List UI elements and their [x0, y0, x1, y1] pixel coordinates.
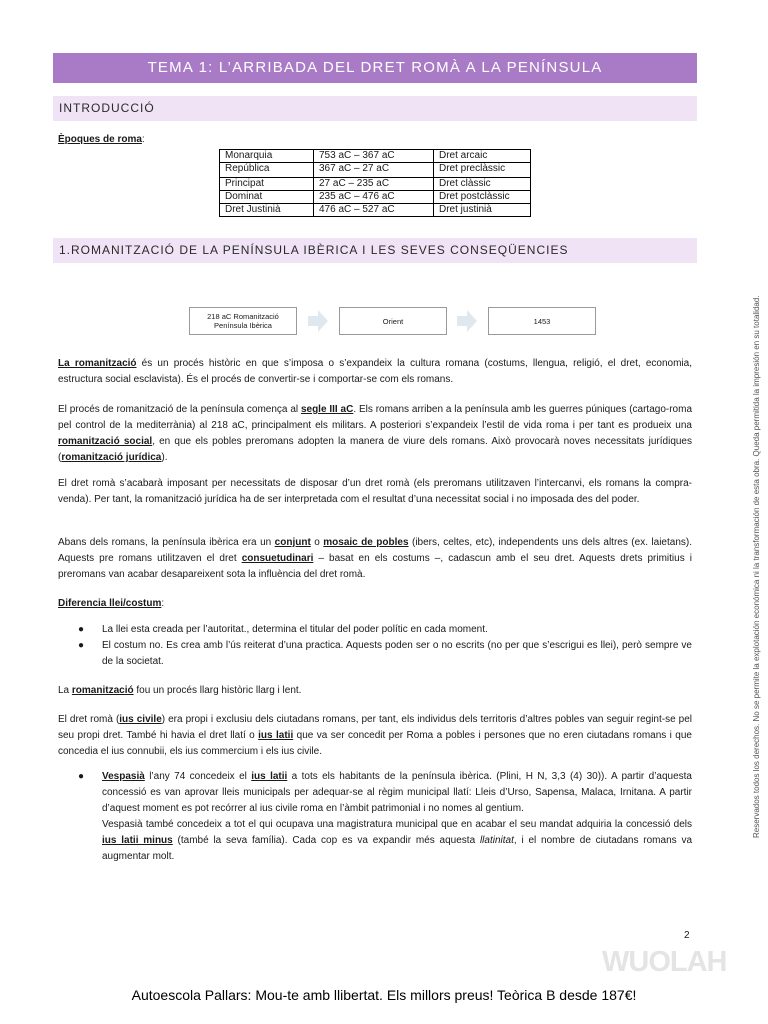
table-cell: Dret clàssic — [434, 178, 531, 191]
text: La — [58, 685, 72, 696]
flow-box-label: Orient — [382, 316, 404, 326]
text: (també la seva família). Cada cop es va expandir més aquesta — [172, 835, 480, 846]
bold-term: Diferencia llei/costum — [58, 598, 162, 609]
section-heading-romanitzacio: 1.ROMANITZACIÓ DE LA PENÍNSULA IBÈRICA I LES SEVES CONSEQÜENCIES — [53, 238, 697, 263]
bullet-icon: ● — [78, 771, 85, 782]
flow-box-label: 1453 — [533, 316, 551, 326]
flow-box-1453 — [488, 307, 596, 335]
flow-arrow-icon — [308, 310, 328, 332]
text: Vespasià també concedeix a tot el qui ocupava una magistratura municipal que en acabar el seu mandat adquiria la concessió dels — [102, 819, 692, 830]
table-cell: Dret arcaic — [434, 150, 531, 163]
text: és un procés històric en que s’imposa o s’expandeix la cultura romana (costums, llengua, religió, el dret, economia, estructura social esclavista). És el procés de convertir-se i comportar-se com els romans. — [58, 358, 692, 385]
text: El costum no. Es crea amb l’ús reiterat d’una practica. Aquests poden ser o no escrits (no per que s’escrigui es llei), però sempre ve de la societat. — [102, 640, 692, 667]
footer-advertisement[interactable]: Autoescola Pallars: Mou-te amb llibertat. Els millors preus! Teòrica B desde 187€! — [131, 987, 637, 1003]
text: l’any 74 concedeix el — [144, 771, 252, 782]
paragraph-abans — [58, 535, 692, 583]
table-row — [220, 204, 531, 217]
table-cell: Dret postclàssic — [434, 191, 531, 204]
paragraph-proces — [58, 402, 692, 466]
paragraph-ius-civile — [58, 712, 692, 760]
table-cell: Dret Justinià — [220, 204, 314, 217]
table-cell: Monarquia — [220, 150, 314, 163]
table-row — [220, 178, 531, 191]
text: o — [310, 537, 324, 548]
bold-term: ius latii minus — [102, 835, 173, 846]
list-item — [58, 622, 692, 638]
flow-box-romanitzacio — [189, 307, 297, 335]
table-cell: 235 aC – 476 aC — [314, 191, 434, 204]
table-cell: 476 aC – 527 aC — [314, 204, 434, 217]
flow-box-label: 218 aC Romanització Península Ibèrica — [207, 312, 279, 330]
bold-term: ius latii — [258, 730, 294, 741]
text: , en que els pobles preromans adopten la manera de viure dels romans. Això provocarà noves necessitats jurídiques ( — [58, 436, 692, 463]
bullet-list-llei-costum — [58, 622, 692, 670]
text: El procés de romanització de la península comença al — [58, 404, 301, 415]
text: que va ser concedit per Roma a pobles i persones que no eren ciutadans romans i que concedia el ius connubii, els ius commercium i els ius civile. — [58, 730, 692, 757]
bold-term: ius latii — [251, 771, 288, 782]
text: ). — [161, 452, 168, 463]
diferencia-label — [58, 596, 692, 612]
bold-term: ius civile — [119, 714, 162, 725]
document-title: TEMA 1: L’ARRIBADA DEL DRET ROMÀ A LA PENÍNSULA — [53, 53, 697, 83]
text: ) era propi i exclusiu dels ciutadans romans, per tant, els individus dels territoris d’altres pobles van seguir regint-se pel seu propi dret. També hi havia el dret llatí o — [58, 714, 693, 741]
text: (ibers, celtes, etc), independents uns dels altres (ex. laietans). Aquests pre romans utilitzaven el dret — [58, 537, 693, 564]
text: fou un procés llarg històric llarg i lent. — [133, 685, 302, 696]
epochs-label-colon: : — [141, 134, 145, 145]
bold-term: romanització — [71, 685, 134, 696]
bold-term: segle III aC — [300, 404, 354, 415]
text: . Els romans arriben a la península amb les guerres púniques (cartago-roma pel control de la mediterrània) al 218 aC, principalment els militars. A posteriori s’expandeix l’estil de vida roma i per tant es produeix una — [58, 404, 693, 431]
rights-side-note: Reservados todos los derechos. No se permite la explotación económica ni la transformación de esta obra. Queda permitida la impresión en su totalidad. — [752, 295, 761, 838]
bullet-icon: ● — [78, 624, 85, 635]
table-row — [220, 163, 531, 178]
text: Abans dels romans, la península ibèrica era un — [58, 537, 275, 548]
table-cell: 753 aC – 367 aC — [314, 150, 434, 163]
table-cell: Dominat — [220, 191, 314, 204]
text: La llei esta creada per l’autoritat., determina el titular del poder polític en cada moment. — [102, 624, 488, 635]
table-cell: Dret preclàssic — [434, 163, 531, 178]
list-item — [58, 769, 692, 865]
table-cell: República — [220, 163, 314, 178]
epochs-label — [58, 134, 145, 145]
list-item — [58, 638, 692, 670]
bold-term: consuetudinari — [241, 553, 314, 564]
flow-box-orient — [339, 307, 447, 335]
table-cell: 367 aC – 27 aC — [314, 163, 434, 178]
table-cell: 27 aC – 235 aC — [314, 178, 434, 191]
text: : — [161, 598, 165, 609]
table-row — [220, 150, 531, 163]
table-cell: Principat — [220, 178, 314, 191]
bold-term: conjunt — [274, 537, 311, 548]
flow-arrow-icon — [457, 310, 477, 332]
paragraph-proces-llarg — [58, 683, 692, 699]
bold-term: mosaic de pobles — [323, 537, 409, 548]
page-number: 2 — [684, 930, 690, 941]
italic-term: llatinitat — [479, 835, 514, 846]
bullet-icon: ● — [78, 640, 85, 651]
table-cell: Dret justinià — [434, 204, 531, 217]
text: a tots els habitants de la península ibèrica. (Plini, H N, 3,3 (4) 30)). A partir d’aquesta concessió es van aprovar lleis municipals per adequar-se al règim municipal llatí: Lleis d’Urso, Sapensa, Malaca, Irnitana. A partir d’aquest moment es pot recórrer al ius civile roma en l’àmbit patrimonial i no nomes al gentium. — [102, 771, 692, 814]
bold-term: romanització jurídica — [61, 452, 162, 463]
bullet-list-vespasia — [58, 769, 692, 865]
text: – basat en els costums –, cadascun amb el seu dret. Aquests drets primitius i preromans van acabar desapareixent sota la influència del dret romà. — [58, 553, 692, 580]
epochs-table — [219, 149, 531, 217]
table-row — [220, 191, 531, 204]
bold-term: romanització social — [58, 436, 153, 447]
text: El dret romà ( — [58, 714, 120, 725]
paragraph-dret-roma: El dret romà s’acabarà imposant per necessitats de disposar d’un dret romà (els preromans utilitzaven l’intercanvi, els romans la compra-venda). Per tant, la romanització jurídica ha de ser interpretada com el resultat d’una necessitat social i no imposada des del poder. — [58, 478, 692, 505]
text: , i el nombre de ciutadans romans va augmentar molt. — [102, 835, 693, 862]
section-heading-introduccio: INTRODUCCIÓ — [53, 96, 697, 121]
wuolah-logo: WUOLAH — [602, 946, 727, 978]
epochs-label-text: Èpoques de roma — [58, 134, 142, 145]
bold-term: La romanització — [58, 358, 137, 369]
paragraph-romanitzacio — [58, 356, 692, 388]
bold-term: Vespasià — [102, 771, 145, 782]
